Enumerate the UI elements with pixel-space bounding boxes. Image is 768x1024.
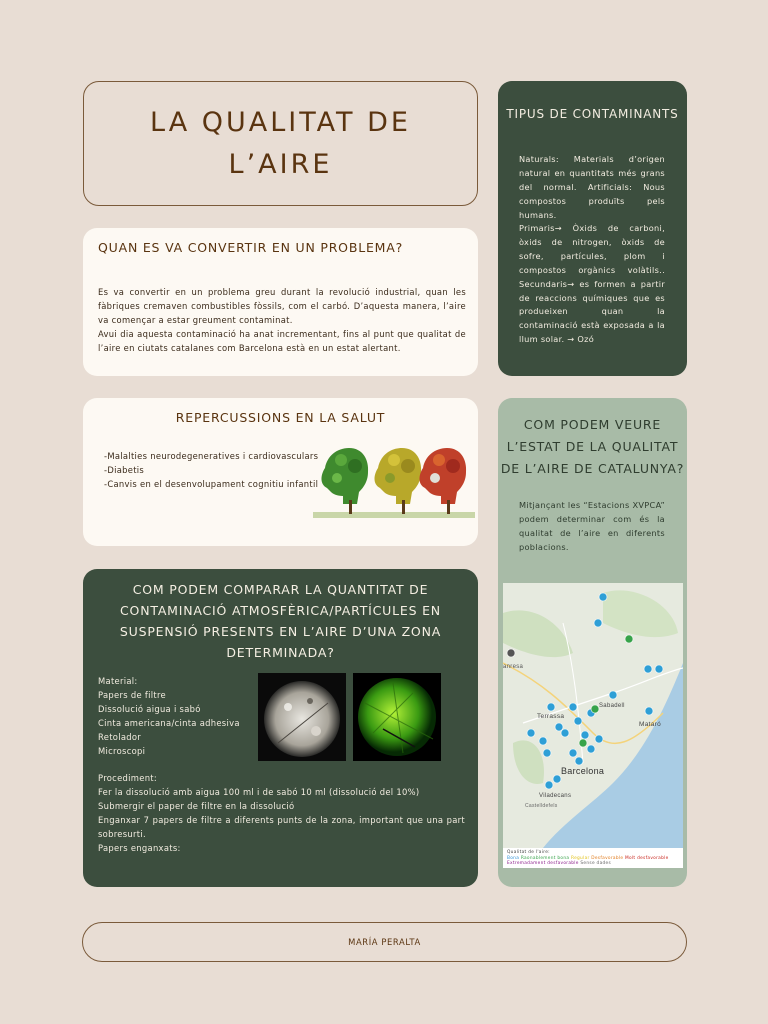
map-label-sabadell: Sabadell	[599, 703, 625, 709]
list-item: -Canvis en el desenvolupament cognitiu infantil	[104, 478, 319, 489]
legend-title: Qualitat de l'aire:	[507, 850, 550, 855]
health-section	[83, 398, 478, 546]
materials-list	[98, 674, 240, 759]
list-item: Cinta americana/cinta adhesiva	[98, 718, 240, 729]
legend-entry: Sense dades	[580, 861, 612, 866]
procedure-line: Procediment:	[98, 773, 158, 783]
compare-heading: COM PODEM COMPARAR LA QUANTITAT DE CONTAMINACIÓ ATMOSFÈRICA/PARTÍCULES EN SUSPENSIÓ PRESENTS EN L’AIRE D’UNA ZONA DETERMINADA?	[119, 582, 442, 660]
list-item: Microscopi	[98, 746, 146, 757]
map-label-mataro: Mataró	[639, 721, 662, 728]
author-footer	[82, 922, 687, 962]
map-label-castelldefels: Castelldefels	[525, 803, 558, 809]
contaminants-paragraph-2: Primaris→ Òxids de carboni, òxids de nitrogen, òxids de sofre, partícules, plom i compostos orgànics volàtils.. Secundaris→ es formen a partir de reaccions químiques que es produeixen quan la contaminació està exposada a la llum solar. → Ozó	[519, 223, 665, 345]
legend-entry: Raonablement bona	[520, 855, 570, 861]
contaminants-section	[498, 81, 687, 376]
map-label-terrassa: Terrassa	[537, 713, 565, 720]
author-name: MARÍA PERALTA	[348, 937, 421, 947]
legend-entry: Bona	[507, 855, 520, 861]
title-box	[83, 81, 478, 206]
legend-entry: Molt desfavorable	[625, 855, 669, 861]
problem-text: Es va convertir en un problema greu durant la revolució industrial, quan les fàbriques cremaven combustibles fòssils, com el carbó. D’aquesta manera, l’aire va començar a estar greument contaminat. Avui dia aquesta contaminació ha anat incrementant, fins al punt que qualitat de l’aire en ciutats catalanes com Barcelona està en un estat alertant.	[98, 287, 466, 353]
procedure-line: Papers enganxats:	[98, 843, 181, 854]
map-label-manresa: anresa	[503, 664, 524, 670]
catalonia-heading: COM PODEM VEURE L’ESTAT DE LA QUALITAT DE L’AIRE DE CATALUNYA?	[500, 417, 685, 476]
list-item: Dissolució aigua i sabó	[98, 704, 201, 715]
problem-heading: QUAN ES VA CONVERTIR EN UN PROBLEMA?	[98, 240, 404, 255]
procedure-line: Enganxar 7 papers de filtre a diferents punts de la zona, important que una part sobresurti.	[98, 815, 465, 840]
map-legend	[503, 848, 683, 868]
legend-entry: Desfavorable	[591, 855, 624, 861]
catalonia-text: Mitjançant les “Estacions XVPCA” podem determinar com és la qualitat de l’aire en diferents poblacions.	[519, 500, 665, 552]
procedure-line: Submergir el paper de filtre en la dissolució	[98, 801, 295, 812]
list-item: -Diabetis	[104, 464, 145, 475]
microscope-image-filter	[258, 673, 346, 761]
catalonia-section	[498, 398, 687, 887]
procedure-line: Fer la dissolució amb aigua 100 ml i de sabó 10 ml (dissolució del 10%)	[98, 787, 420, 798]
map-label-viladecans: Viladecans	[539, 793, 572, 799]
health-list	[104, 450, 318, 491]
map-canvas	[503, 583, 683, 848]
list-item: -Malalties neurodegeneratives i cardiovasculars	[104, 451, 319, 461]
legend-entry: Extremadament desfavorable	[507, 861, 579, 866]
microscope-image-leaf	[353, 673, 441, 761]
legend-entries	[507, 856, 679, 867]
problem-section	[83, 228, 478, 376]
list-item: Papers de filtre	[98, 690, 166, 701]
list-item: Material:	[98, 676, 138, 686]
contaminants-heading: TIPUS DE CONTAMINANTS	[506, 107, 679, 121]
tree-heads-illustration	[313, 438, 475, 518]
compare-section	[83, 569, 478, 887]
procedure-block	[98, 771, 465, 856]
contaminants-paragraph-1: Naturals: Materials d’origen natural en quantitats més grans del normal. Artificials: Nous compostos produïts pels humans.	[519, 154, 665, 220]
legend-entry: Regular	[570, 855, 590, 861]
list-item: Retolador	[98, 732, 142, 743]
map-label-barcelona: Barcelona	[561, 766, 605, 776]
health-heading: REPERCUSSIONS EN LA SALUT	[175, 410, 386, 425]
air-quality-map[interactable]	[503, 583, 683, 868]
page-title: LA QUALITAT DE L’AIRE	[150, 106, 411, 180]
